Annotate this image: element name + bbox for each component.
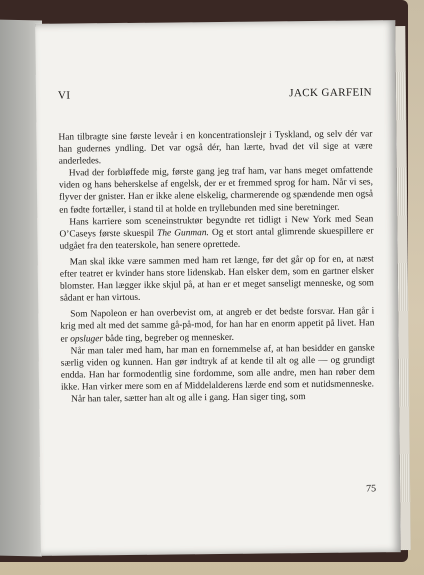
paragraph: Hans karriere som sceneinstruktør begyndte ret tidligt i New York med Sean O’Caseys første skuespil The Gunman. Og et stort antal glimrende skuespillere er udgået fra den teaterskole, han senere oprettede.: [59, 214, 374, 252]
play-title: The Gunman.: [157, 227, 209, 239]
emphasis: opsluger: [70, 333, 104, 345]
running-header: [58, 86, 372, 101]
body-text: [58, 128, 375, 405]
paragraph: Som Napoleon er han overbevist om, at angreb er det bedste forsvar. Han går i krig med alt med det samme gå-på-mod, for han har en enorm appetit på livet. Han er opsluger både ting, begreber og mennesker.: [60, 306, 375, 345]
paragraph: Man skal ikke være sammen med ham ret længe, før det går op for en, at næst efter teatret er kvinder hans store lidenskab. Han elsker dem, som en gartner elsker blomster. Han lægger ikke skjul på, at han er et meget sanseligt menneske, og som sådant er han virtous.: [59, 254, 375, 304]
page-number: 75: [366, 483, 377, 495]
paragraph: Han tilbragte sine første leveår i en koncentrationslejr i Tyskland, og selv dér var han gudernes yndling. Det var også dér, han lærte, hvad det vil sige at være anderledes.: [58, 129, 373, 167]
paragraph: Når han taler, sætter han alt og alle i gang. Han siger ting, som: [71, 392, 306, 405]
chapter-number: VI: [57, 89, 71, 102]
paragraph: Hvad der forbløffede mig, første gang jeg traf ham, var hans meget omfattende viden og hans beherskelse af engelsk, der er et fremmed sprog for ham. Når vi ses, flyver der gnister. Han er ikke alene elskelig, charmerende og spændende men også en fødte fortæller, i stand til at holde en tryllebunden med sine beretninger.: [58, 165, 374, 216]
paragraph: Når man taler med ham, har man en fornemmelse af, at han besidder en ganske særlig viden og kunnen. Han gør indtryk af at kende til alt og alle — og grundigt endda. Han har formodentlig sine fordomme, som alle andre, men han røber dem ikke. Han virker mere som en af Middelalderens lærde end som et nutidsmenneske.: [60, 342, 375, 393]
chapter-title: JACK GARFEIN: [289, 86, 373, 100]
book-page: [35, 20, 401, 556]
